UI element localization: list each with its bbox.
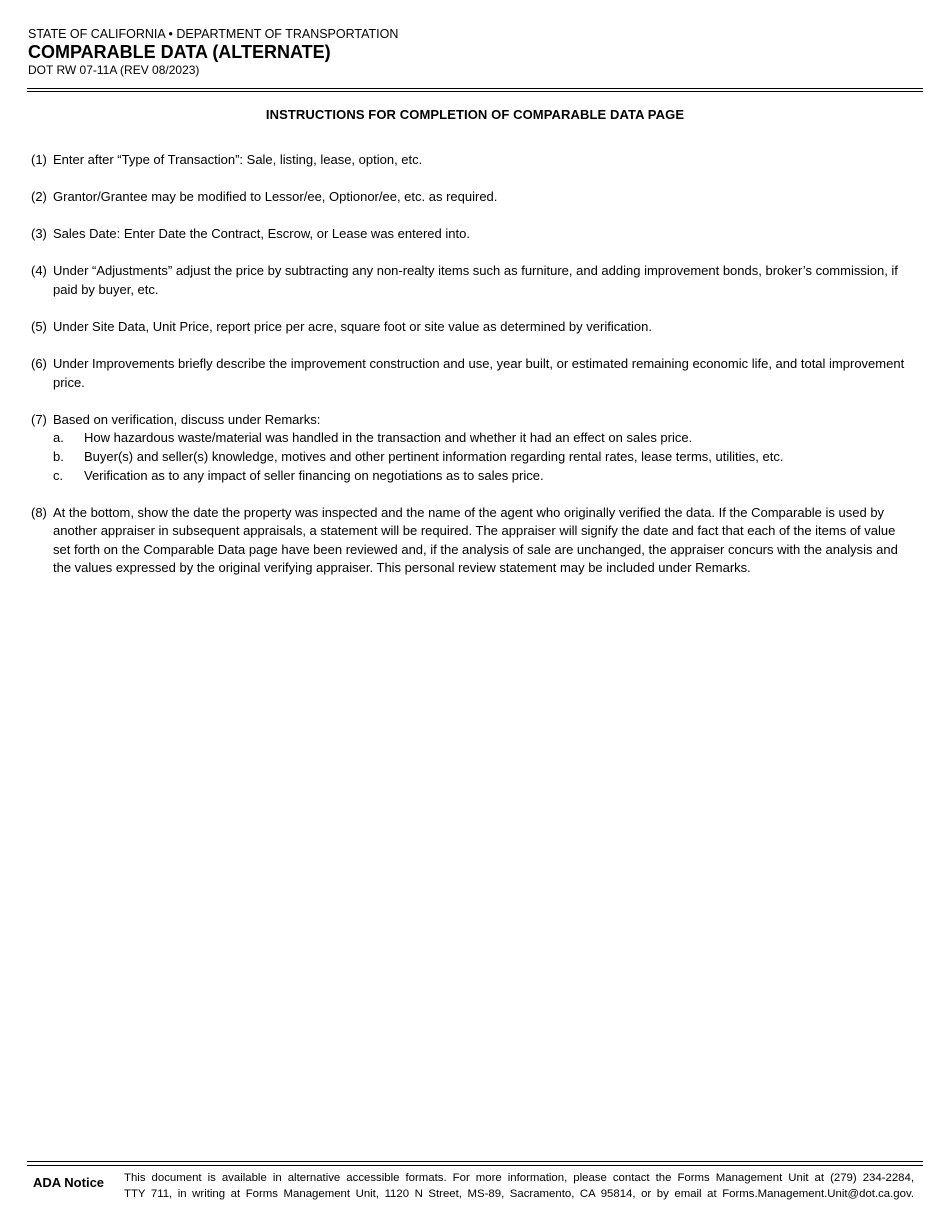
sub-list (53, 429, 911, 485)
item-text: Grantor/Grantee may be modified to Lessor/ee, Optionor/ee, etc. as required. (53, 189, 498, 205)
item-number: (2) (31, 189, 47, 205)
item-number: (1) (31, 152, 47, 167)
form-number: DOT RW 07-11A (REV 08/2023) (28, 63, 200, 77)
instructions-title: INSTRUCTIONS FOR COMPLETION OF COMPARABLE DATA PAGE (265, 107, 685, 122)
sub-letter: c. (53, 467, 64, 483)
sub-text: Verification as to any impact of seller financing on negotiations as to sales price. (84, 467, 544, 483)
item-number: (6) (31, 356, 47, 372)
ada-notice-label: ADA Notice (33, 1175, 105, 1190)
instructions-list (31, 151, 911, 597)
item-number: (5) (31, 318, 47, 334)
item-text: Under Improvements briefly describe the improvement construction and use, year built, or estimated remaining economic life, and total improvement price. (53, 356, 905, 390)
sub-text: Buyer(s) and seller(s) knowledge, motives and other pertinent information regarding rental rates, lease terms, utilities, etc. (84, 448, 784, 464)
footer-double-rule (27, 1161, 923, 1166)
sub-item (53, 467, 911, 486)
item-text: Sales Date: Enter Date the Contract, Escrow, or Lease was entered into. (53, 226, 470, 242)
agency-line: STATE OF CALIFORNIA • DEPARTMENT OF TRANSPORTATION (28, 27, 399, 41)
instruction-item (31, 151, 911, 170)
instruction-item (31, 188, 911, 207)
item-number: (3) (31, 226, 47, 242)
ada-notice-text (124, 1171, 914, 1202)
ada-notice-line-2: TTY 711, in writing at Forms Management Unit, 1120 N Street, MS-89, Sacramento, CA 95814, or by email at Forms.Management.Unit@dot.ca.gov. (124, 1187, 914, 1200)
ada-notice-line-1: This document is available in alternative accessible formats. For more information, please contact the Forms Management Unit at (279) 234-2284, (124, 1172, 914, 1184)
item-number: (8) (31, 504, 47, 520)
instruction-item (31, 504, 911, 578)
instruction-item (31, 318, 911, 337)
instruction-item (31, 262, 911, 299)
item-number: (4) (31, 263, 47, 279)
item-text: At the bottom, show the date the property was inspected and the name of the agent who originally verified the data. If the Comparable is used by another appraiser in subsequent appraisals, a statement will be required. The appraiser will signify the date and fact that each of the items of value set forth on the Comparable Data page have been reviewed and, if the analysis of sale are unchanged, the appraiser concurs with the analysis and the values expressed by the original verifying appraiser. This personal review statement may be included under Remarks. (53, 504, 898, 576)
item-text: Based on verification, discuss under Remarks: (53, 411, 321, 427)
sub-letter: a. (53, 430, 64, 446)
form-title: COMPARABLE DATA (ALTERNATE) (28, 42, 331, 62)
header-double-rule (27, 88, 923, 92)
instruction-item (31, 411, 911, 485)
item-text: Under “Adjustments” adjust the price by subtracting any non-realty items such as furniture, and adding improvement bonds, broker’s commission, if paid by buyer, etc. (53, 263, 898, 297)
sub-text: How hazardous waste/material was handled in the transaction and whether it had an effect on sales price. (84, 430, 693, 446)
instruction-item (31, 355, 911, 392)
sub-item (53, 429, 911, 448)
sub-letter: b. (53, 448, 64, 464)
item-text: Enter after “Type of Transaction”: Sale, listing, lease, option, etc. (53, 152, 423, 167)
form-header (28, 27, 398, 78)
instruction-item (31, 225, 911, 244)
item-text: Under Site Data, Unit Price, report price per acre, square foot or site value as determined by verification. (53, 318, 653, 334)
sub-item (53, 448, 911, 467)
item-number: (7) (31, 411, 47, 427)
